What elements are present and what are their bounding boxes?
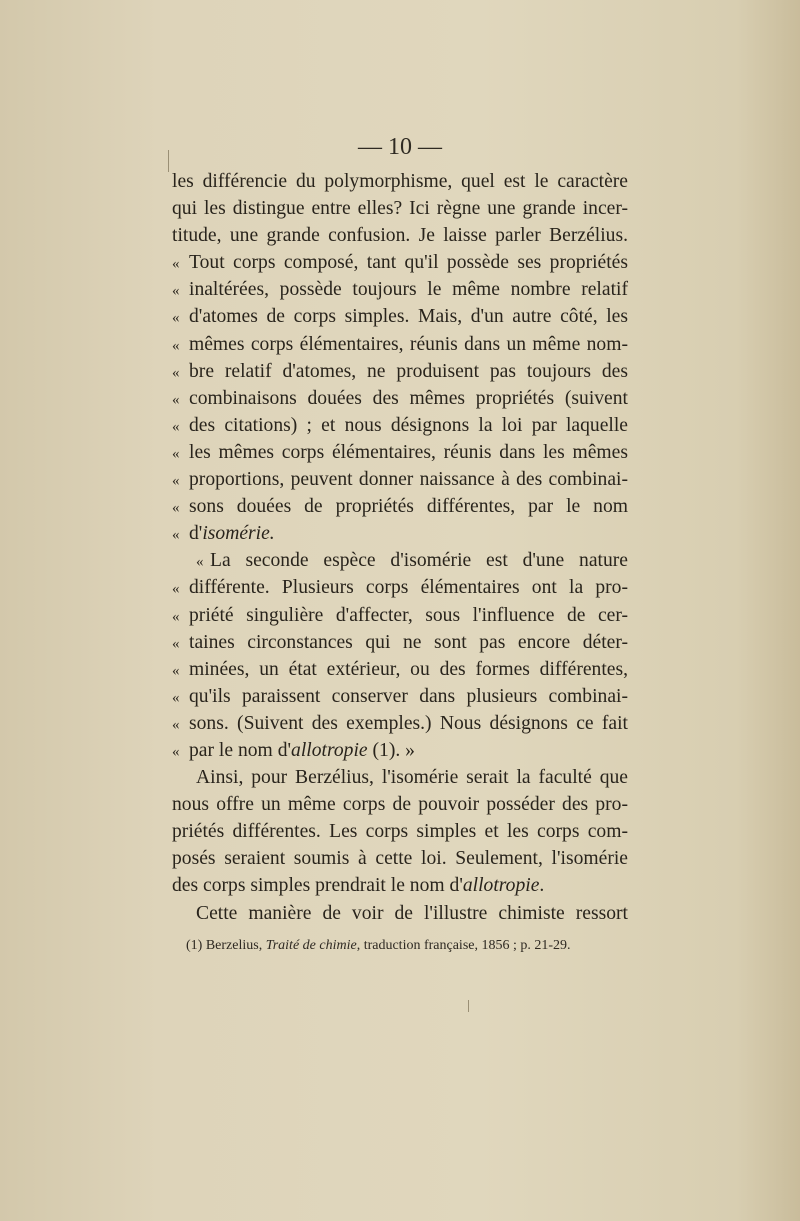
text-line-content: des citations) ; et nous désignons la loi par laquelle — [189, 414, 628, 436]
text-line-content: taines circonstances qui ne sont pas encore déter- — [189, 631, 628, 653]
text-line — [172, 303, 628, 330]
text-line — [172, 249, 628, 276]
quote-mark: « — [172, 364, 180, 381]
text-line: Cette manière de voir de l'illustre chimiste ressort — [196, 902, 628, 924]
quote-mark: « — [172, 716, 180, 733]
quote-mark: « — [172, 500, 180, 517]
text-line — [172, 493, 628, 520]
text-line — [172, 439, 628, 466]
text-line-content: proportions, peuvent donner naissance à des combinai- — [189, 469, 628, 491]
text-line-content: d' — [189, 523, 203, 545]
text-line — [172, 602, 628, 629]
text-line-content: mêmes corps élémentaires, réunis dans un même nom- — [189, 333, 628, 355]
text-line-content: (1). » — [367, 739, 415, 761]
footnote — [186, 938, 571, 954]
quote-mark: « — [172, 337, 180, 354]
text-line-content: bre relatif d'atomes, ne produisent pas toujours des — [189, 360, 628, 382]
quote-mark: « — [172, 689, 180, 706]
quote-mark: « — [172, 608, 180, 625]
footnote-text: (1) Berzelius, — [186, 938, 266, 953]
text-line-content: La seconde espèce d'isomérie est d'une nature — [210, 550, 628, 572]
text-line: qui les distingue entre elles? Ici règne une grande incer- — [172, 198, 628, 220]
paper-mark — [468, 1000, 469, 1012]
quote-mark: « — [172, 283, 180, 300]
quote-mark: « — [172, 418, 180, 435]
text-line-content: inaltérées, possède toujours le même nombre relatif — [189, 279, 628, 301]
text-line: posés seraient soumis à cette loi. Seulement, l'isomérie — [172, 848, 628, 870]
text-line: priétés différentes. Les corps simples et les corps com- — [172, 821, 628, 843]
italic-term: isomérie. — [202, 523, 275, 545]
text-line — [172, 331, 628, 358]
quote-mark: « — [172, 527, 180, 544]
text-line: titude, une grande confusion. Je laisse parler Berzélius. — [172, 225, 628, 247]
text-line-content: des corps simples prendrait le nom d' — [172, 875, 463, 897]
text-line — [172, 466, 628, 493]
text-line-content: différente. Plusieurs corps élémentaires ont la pro- — [189, 577, 628, 599]
text-line-content: sons. (Suivent des exemples.) Nous désignons ce fait — [189, 712, 628, 734]
text-line — [172, 385, 628, 412]
quote-mark: « — [172, 310, 180, 327]
quote-mark: « — [172, 635, 180, 652]
text-line — [172, 358, 628, 385]
page-number: — 10 — — [358, 134, 442, 160]
text-line-content: sons douées de propriétés différentes, par le nom — [189, 496, 628, 518]
text-line-content: d'atomes de corps simples. Mais, d'un autre côté, les — [189, 306, 628, 328]
quote-mark: « — [172, 743, 180, 760]
quote-mark: « — [172, 256, 180, 273]
text-line — [172, 547, 628, 574]
italic-term: allotropie — [462, 875, 540, 897]
text-line — [172, 872, 628, 899]
text-line — [172, 276, 628, 303]
text-line-content: les mêmes corps élémentaires, réunis dans les mêmes — [189, 441, 628, 463]
text-line-content: . — [539, 875, 545, 897]
footnote-title: Traité de chimie — [265, 938, 357, 953]
text-line — [172, 656, 628, 683]
text-line-content: combinaisons douées des mêmes propriétés (suivent — [189, 387, 628, 409]
text-line — [172, 412, 628, 439]
text-line — [172, 683, 628, 710]
italic-term: allotropie — [291, 739, 368, 761]
quote-mark: « — [172, 662, 180, 679]
body-text — [172, 168, 628, 927]
quote-mark: « — [172, 581, 180, 598]
text-line — [172, 710, 628, 737]
text-line-content: qu'ils paraissent conserver dans plusieurs combinai- — [189, 685, 628, 707]
text-line-content: priété singulière d'affecter, sous l'influence de cer- — [189, 604, 628, 626]
quote-mark: « — [172, 391, 180, 408]
text-line: nous offre un même corps de pouvoir posséder des pro- — [172, 794, 628, 816]
quote-mark: « — [172, 445, 180, 462]
text-line-content: minées, un état extérieur, ou des formes différentes, — [189, 658, 628, 680]
text-line: les différencie du polymorphisme, quel est le caractère — [172, 171, 628, 192]
quote-mark: « — [172, 473, 180, 490]
text-line-content: Tout corps composé, tant qu'il possède ses propriétés — [189, 252, 628, 274]
quote-mark: « — [196, 554, 204, 571]
text-line — [172, 574, 628, 601]
text-line: Ainsi, pour Berzélius, l'isomérie serait la faculté que — [196, 767, 628, 789]
text-line — [172, 629, 628, 656]
text-line — [172, 520, 628, 547]
paper-mark — [168, 150, 169, 172]
footnote-text: , traduction française, 1856 ; p. 21-29. — [356, 938, 571, 953]
text-line-content: par le nom d' — [189, 739, 292, 761]
text-line — [172, 737, 628, 764]
